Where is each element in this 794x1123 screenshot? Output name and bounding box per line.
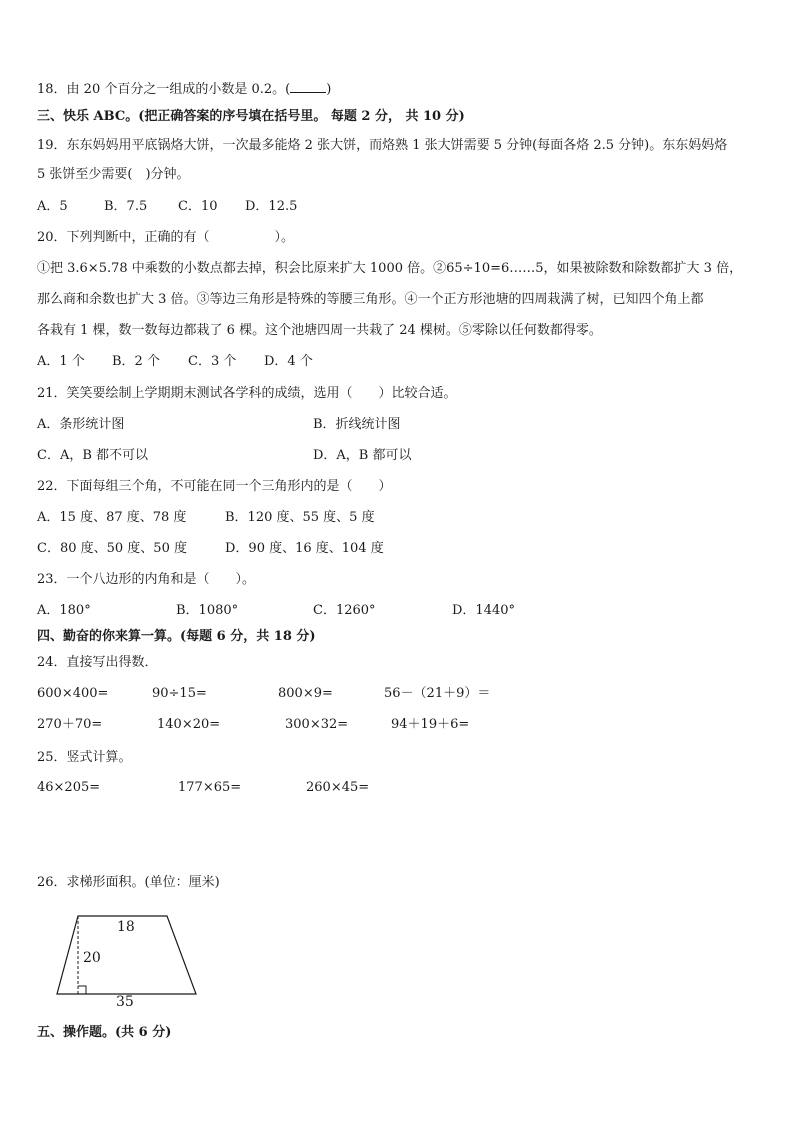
q19-option-b[interactable]: B．7.5 <box>104 199 148 214</box>
q20-option-b[interactable]: B．2 个 <box>112 354 160 369</box>
q22-option-a[interactable]: A．15 度、87 度、78 度 <box>37 510 187 525</box>
section-4-title: 四、勤奋的你来算一算。(每题 6 分，共 18 分) <box>37 629 316 644</box>
q21-option-d[interactable]: D．A，B 都可以 <box>313 448 412 463</box>
q18-tail: ) <box>326 82 332 97</box>
q26-stem: 26．求梯形面积。(单位：厘米) <box>37 875 220 890</box>
q22-stem: 22．下面每组三个角，不可能在同一个三角形内的是（ ） <box>37 479 392 494</box>
q22-option-d[interactable]: D．90 度、16 度、104 度 <box>225 541 384 556</box>
right-angle-mark <box>78 986 86 994</box>
q18-answer-blank[interactable] <box>290 80 326 93</box>
trapezoid-figure <box>50 910 210 1010</box>
section-3-title: 三、快乐 ABC。(把正确答案的序号填在括号里。 每题 2 分， 共 10 分) <box>37 109 465 124</box>
q18-text: 18．由 20 个百分之一组成的小数是 0.2。( <box>37 82 291 97</box>
q21-stem: 21．笑笑要绘制上学期期末测试各学科的成绩，选用（ ）比较合适。 <box>37 386 457 401</box>
q21-option-b[interactable]: B．折线统计图 <box>313 417 401 432</box>
q24-item: 800×9= <box>278 686 333 701</box>
trapezoid-bottom-label: 35 <box>116 994 134 1010</box>
section-5-title: 五、操作题。(共 6 分) <box>37 1025 172 1040</box>
q24-item: 300×32= <box>285 717 349 732</box>
q23-option-a[interactable]: A．180° <box>37 603 91 618</box>
q22-option-b[interactable]: B．120 度、55 度、5 度 <box>225 510 375 525</box>
q19-line1: 19．东东妈妈用平底锅烙大饼，一次最多能烙 2 张大饼，而烙熟 1 张大饼需要 5 分钟(每面各烙 2.5 分钟)。东东妈妈烙 <box>37 138 728 153</box>
q23-option-b[interactable]: B．1080° <box>176 603 239 618</box>
q19-line2: 5 张饼至少需要( )分钟。 <box>37 167 190 182</box>
question-18 <box>37 80 331 99</box>
q23-option-d[interactable]: D．1440° <box>452 603 516 618</box>
q24-item: 140×20= <box>157 717 221 732</box>
q24-stem: 24．直接写出得数． <box>37 655 158 670</box>
q23-stem: 23．一个八边形的内角和是（ ）。 <box>37 572 256 587</box>
q20-option-a[interactable]: A．1 个 <box>37 354 85 369</box>
trapezoid-height-label: 20 <box>83 950 101 966</box>
q23-option-c[interactable]: C．1260° <box>313 603 376 618</box>
q20-option-d[interactable]: D．4 个 <box>264 354 313 369</box>
q20-option-c[interactable]: C．3 个 <box>188 354 237 369</box>
q25-item: 177×65= <box>178 780 242 795</box>
q22-option-c[interactable]: C．80 度、50 度、50 度 <box>37 541 187 556</box>
q19-option-c[interactable]: C．10 <box>178 199 218 214</box>
q19-option-d[interactable]: D．12.5 <box>245 199 298 214</box>
q25-item: 260×45= <box>306 780 370 795</box>
q21-option-c[interactable]: C．A，B 都不可以 <box>37 448 149 463</box>
q24-item: 94＋19＋6= <box>391 717 470 732</box>
q20-stem: 20．下列判断中，正确的有（ ）。 <box>37 230 295 245</box>
q24-item: 56－（21＋9）＝ <box>384 686 491 701</box>
q20-statement-line3: 各栽有 1 棵，数一数每边都栽了 6 棵。这个池塘四周一共栽了 24 棵树。⑤零除以任何数都得零。 <box>37 323 602 338</box>
q25-item: 46×205= <box>37 780 101 795</box>
q24-item: 270＋70= <box>37 717 103 732</box>
q20-statement-line2: 那么商和余数也扩大 3 倍。③等边三角形是特殊的等腰三角形。④一个正方形池塘的四周栽满了树，已知四个角上都 <box>37 292 704 307</box>
q21-option-a[interactable]: A．条形统计图 <box>37 417 125 432</box>
q24-item: 600×400= <box>37 686 109 701</box>
q25-stem: 25．竖式计算。 <box>37 750 132 765</box>
q24-item: 90÷15= <box>152 686 207 701</box>
q19-option-a[interactable]: A．5 <box>37 199 68 214</box>
q20-statement-line1: ①把 3.6×5.78 中乘数的小数点都去掉，积会比原来扩大 1000 倍。②65÷10=6……5，如果被除数和除数都扩大 3 倍， <box>37 261 743 276</box>
trapezoid-top-label: 18 <box>117 919 135 935</box>
